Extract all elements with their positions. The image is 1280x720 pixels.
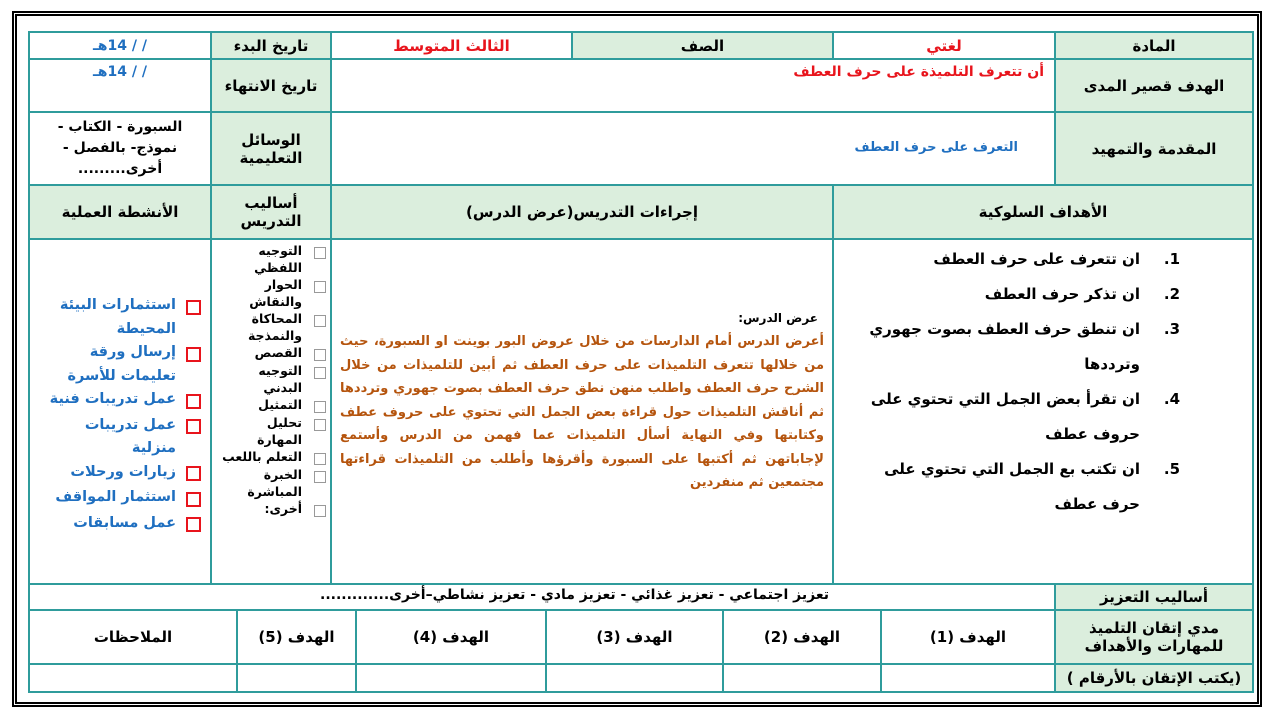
activity-item[interactable]: إرسال ورقة تعليمات للأسرة <box>36 341 210 388</box>
checkbox-icon[interactable] <box>314 419 326 431</box>
goal-column-1: الهدف (1) <box>880 609 1056 665</box>
class-label: الصف <box>680 36 725 55</box>
reinforcement-label-cell <box>1054 583 1254 611</box>
activity-item[interactable]: استثمار المواقف <box>36 486 210 512</box>
reinforcement-value: تعزيز اجتماعي - تعزيز غذائي - تعزيز مادي - تعزيز نشاطي–أخرى............. <box>320 587 829 603</box>
goal-item: 5. ان تكتب بع الجمل التي تحتوي على حرف عطف <box>884 460 1180 513</box>
intro-value-cell <box>330 111 1056 186</box>
aids-label-cell <box>210 111 332 186</box>
goal-column-2: الهدف (2) <box>722 609 882 665</box>
checkbox-icon[interactable] <box>314 453 326 465</box>
behavioral-goals-header <box>832 184 1254 240</box>
checkbox-icon[interactable] <box>314 315 326 327</box>
subject-value: لغتي <box>926 36 962 55</box>
aids-label: الوسائل التعليمية <box>239 130 303 167</box>
method-item[interactable]: التمثيل <box>212 396 330 414</box>
short-goal-label: الهدف قصير المدى <box>1083 76 1225 95</box>
lesson-heading: عرض الدرس: <box>738 311 818 325</box>
activity-item[interactable]: زيارات ورحلات <box>36 461 210 487</box>
goal-4-score-field[interactable] <box>355 663 547 693</box>
checkbox-icon[interactable] <box>186 517 201 532</box>
activities-header <box>28 184 212 240</box>
notes-field[interactable] <box>28 663 238 693</box>
behavioral-goals-label: الأهداف السلوكية <box>978 203 1108 221</box>
goal-column-3: الهدف (3) <box>545 609 724 665</box>
checkbox-icon[interactable] <box>314 247 326 259</box>
method-item[interactable]: التوجيه البدني <box>212 362 330 396</box>
start-date-label: تاريخ البدء <box>233 36 309 55</box>
procedures-cell <box>330 238 834 585</box>
goal-1-score-field[interactable] <box>880 663 1056 693</box>
goal-item: 3. ان تنطق حرف العطف بصوت جهوري وترددها <box>869 320 1180 373</box>
class-label-cell <box>571 31 834 60</box>
checkbox-icon[interactable] <box>186 466 201 481</box>
intro-label: المقدمة والتمهيد <box>1091 139 1217 158</box>
checkbox-icon[interactable] <box>314 349 326 361</box>
intro-value: التعرف على حرف العطف <box>854 140 1018 155</box>
subject-value-cell <box>832 31 1056 60</box>
checkbox-icon[interactable] <box>186 492 201 507</box>
end-date-label-cell <box>210 58 332 113</box>
end-date-value: / / 14هـ <box>93 64 147 80</box>
subject-label: المادة <box>1132 36 1176 55</box>
method-item[interactable]: التوجيه اللفظي <box>212 242 330 276</box>
checkbox-icon[interactable] <box>186 394 201 409</box>
reinforcement-label: أساليب التعزيز <box>1099 588 1209 606</box>
procedures-header <box>330 184 834 240</box>
behavioral-goals-cell <box>832 238 1254 585</box>
goal-item: 2. ان تذكر حرف العطف <box>984 285 1180 303</box>
checkbox-icon[interactable] <box>186 347 201 362</box>
checkbox-icon[interactable] <box>314 471 326 483</box>
start-date-label-cell <box>210 31 332 60</box>
goal-5-score-field[interactable] <box>236 663 357 693</box>
procedures-label: إجراءات التدريس(عرض الدرس) <box>465 203 699 221</box>
mastery-footer-label: ( يكتب الإتقان بالأرقام) <box>1066 669 1242 687</box>
class-value: الثالث المتوسط <box>393 36 510 55</box>
methods-label: أساليب التدريس <box>240 194 302 230</box>
lesson-body: أعرض الدرس أمام الدارسات من خلال عروض البور بوينت او السبورة، حيث من خلالها تتعرف التلميذات على حرف العطف ثم أبين للتلميذات من خلال الشرح حرف العطف واطلب منهن نطق حرف العطف بصوت جهوري وترددها ثم أناقش التلميذات حول قراءة بعض الجمل التي تحتوي على حروف عطف وكتابتها وفي النهاية أسأل التلميذات عما فهمن من الدرس وأستمع لإجاباتهن ثم أكتبها على السبورة وأقرؤها وأطلب من التلميذات قراءتها مجتمعين ثم منفردين <box>340 334 824 490</box>
start-date-value: / / 14هـ <box>93 37 147 54</box>
goal-item: 1. ان تتعرف على حرف العطف <box>933 250 1180 268</box>
method-item[interactable]: الخبرة المباشرة <box>212 466 330 500</box>
short-goal-label-cell <box>1054 58 1254 113</box>
checkbox-icon[interactable] <box>314 401 326 413</box>
method-item[interactable]: القصص <box>212 344 330 362</box>
reinforcement-value-cell <box>28 583 1056 611</box>
end-date-value-cell <box>28 58 212 113</box>
method-item[interactable]: أخرى: <box>212 500 330 518</box>
goal-2-score-field[interactable] <box>722 663 882 693</box>
short-goal-value-cell <box>330 58 1056 113</box>
methods-header <box>210 184 332 240</box>
activity-item[interactable]: عمل تدريبات فنية <box>36 388 210 414</box>
end-date-label: تاريخ الانتهاء <box>224 76 318 95</box>
method-item[interactable]: الحوار والنقاش <box>212 276 330 310</box>
subject-label-cell <box>1054 31 1254 60</box>
goal-column-4: الهدف (4) <box>355 609 547 665</box>
checkbox-icon[interactable] <box>314 281 326 293</box>
activity-item[interactable]: عمل مسابقات <box>36 512 210 538</box>
class-value-cell <box>330 31 573 60</box>
checkbox-icon[interactable] <box>186 419 201 434</box>
goal-3-score-field[interactable] <box>545 663 724 693</box>
method-item[interactable]: تحليل المهارة <box>212 414 330 448</box>
short-goal-value: أن تتعرف التلميذة على حرف العطف <box>793 64 1044 80</box>
notes-column: الملاحظات <box>28 609 238 665</box>
activity-item[interactable]: عمل تدريبات منزلية <box>36 414 210 461</box>
checkbox-icon[interactable] <box>314 367 326 379</box>
activities-cell <box>28 238 212 585</box>
mastery-label-cell <box>1054 609 1254 665</box>
goal-item: 4. ان تقرأ بعض الجمل التي تحتوي على حروف عطف <box>870 390 1180 443</box>
method-item[interactable]: المحاكاة والنمذجة <box>212 310 330 344</box>
goal-column-5: الهدف (5) <box>236 609 357 665</box>
aids-value: السبورة - الكتاب - نموذج- بالفصل - أخرى......... <box>57 119 183 177</box>
intro-label-cell <box>1054 111 1254 186</box>
method-item[interactable]: التعلم باللعب <box>212 448 330 466</box>
mastery-label: مدي إتقان التلميذ للمهارات والأهداف <box>1084 619 1224 655</box>
start-date-value-cell <box>28 31 212 60</box>
checkbox-icon[interactable] <box>314 505 326 517</box>
mastery-footer-cell <box>1054 663 1254 693</box>
checkbox-icon[interactable] <box>186 300 201 315</box>
aids-value-cell <box>28 111 212 186</box>
activity-item[interactable]: استثمارات البيئة المحيطة <box>36 294 210 341</box>
methods-cell <box>210 238 332 585</box>
activities-label: الأنشطة العملية <box>61 203 179 221</box>
